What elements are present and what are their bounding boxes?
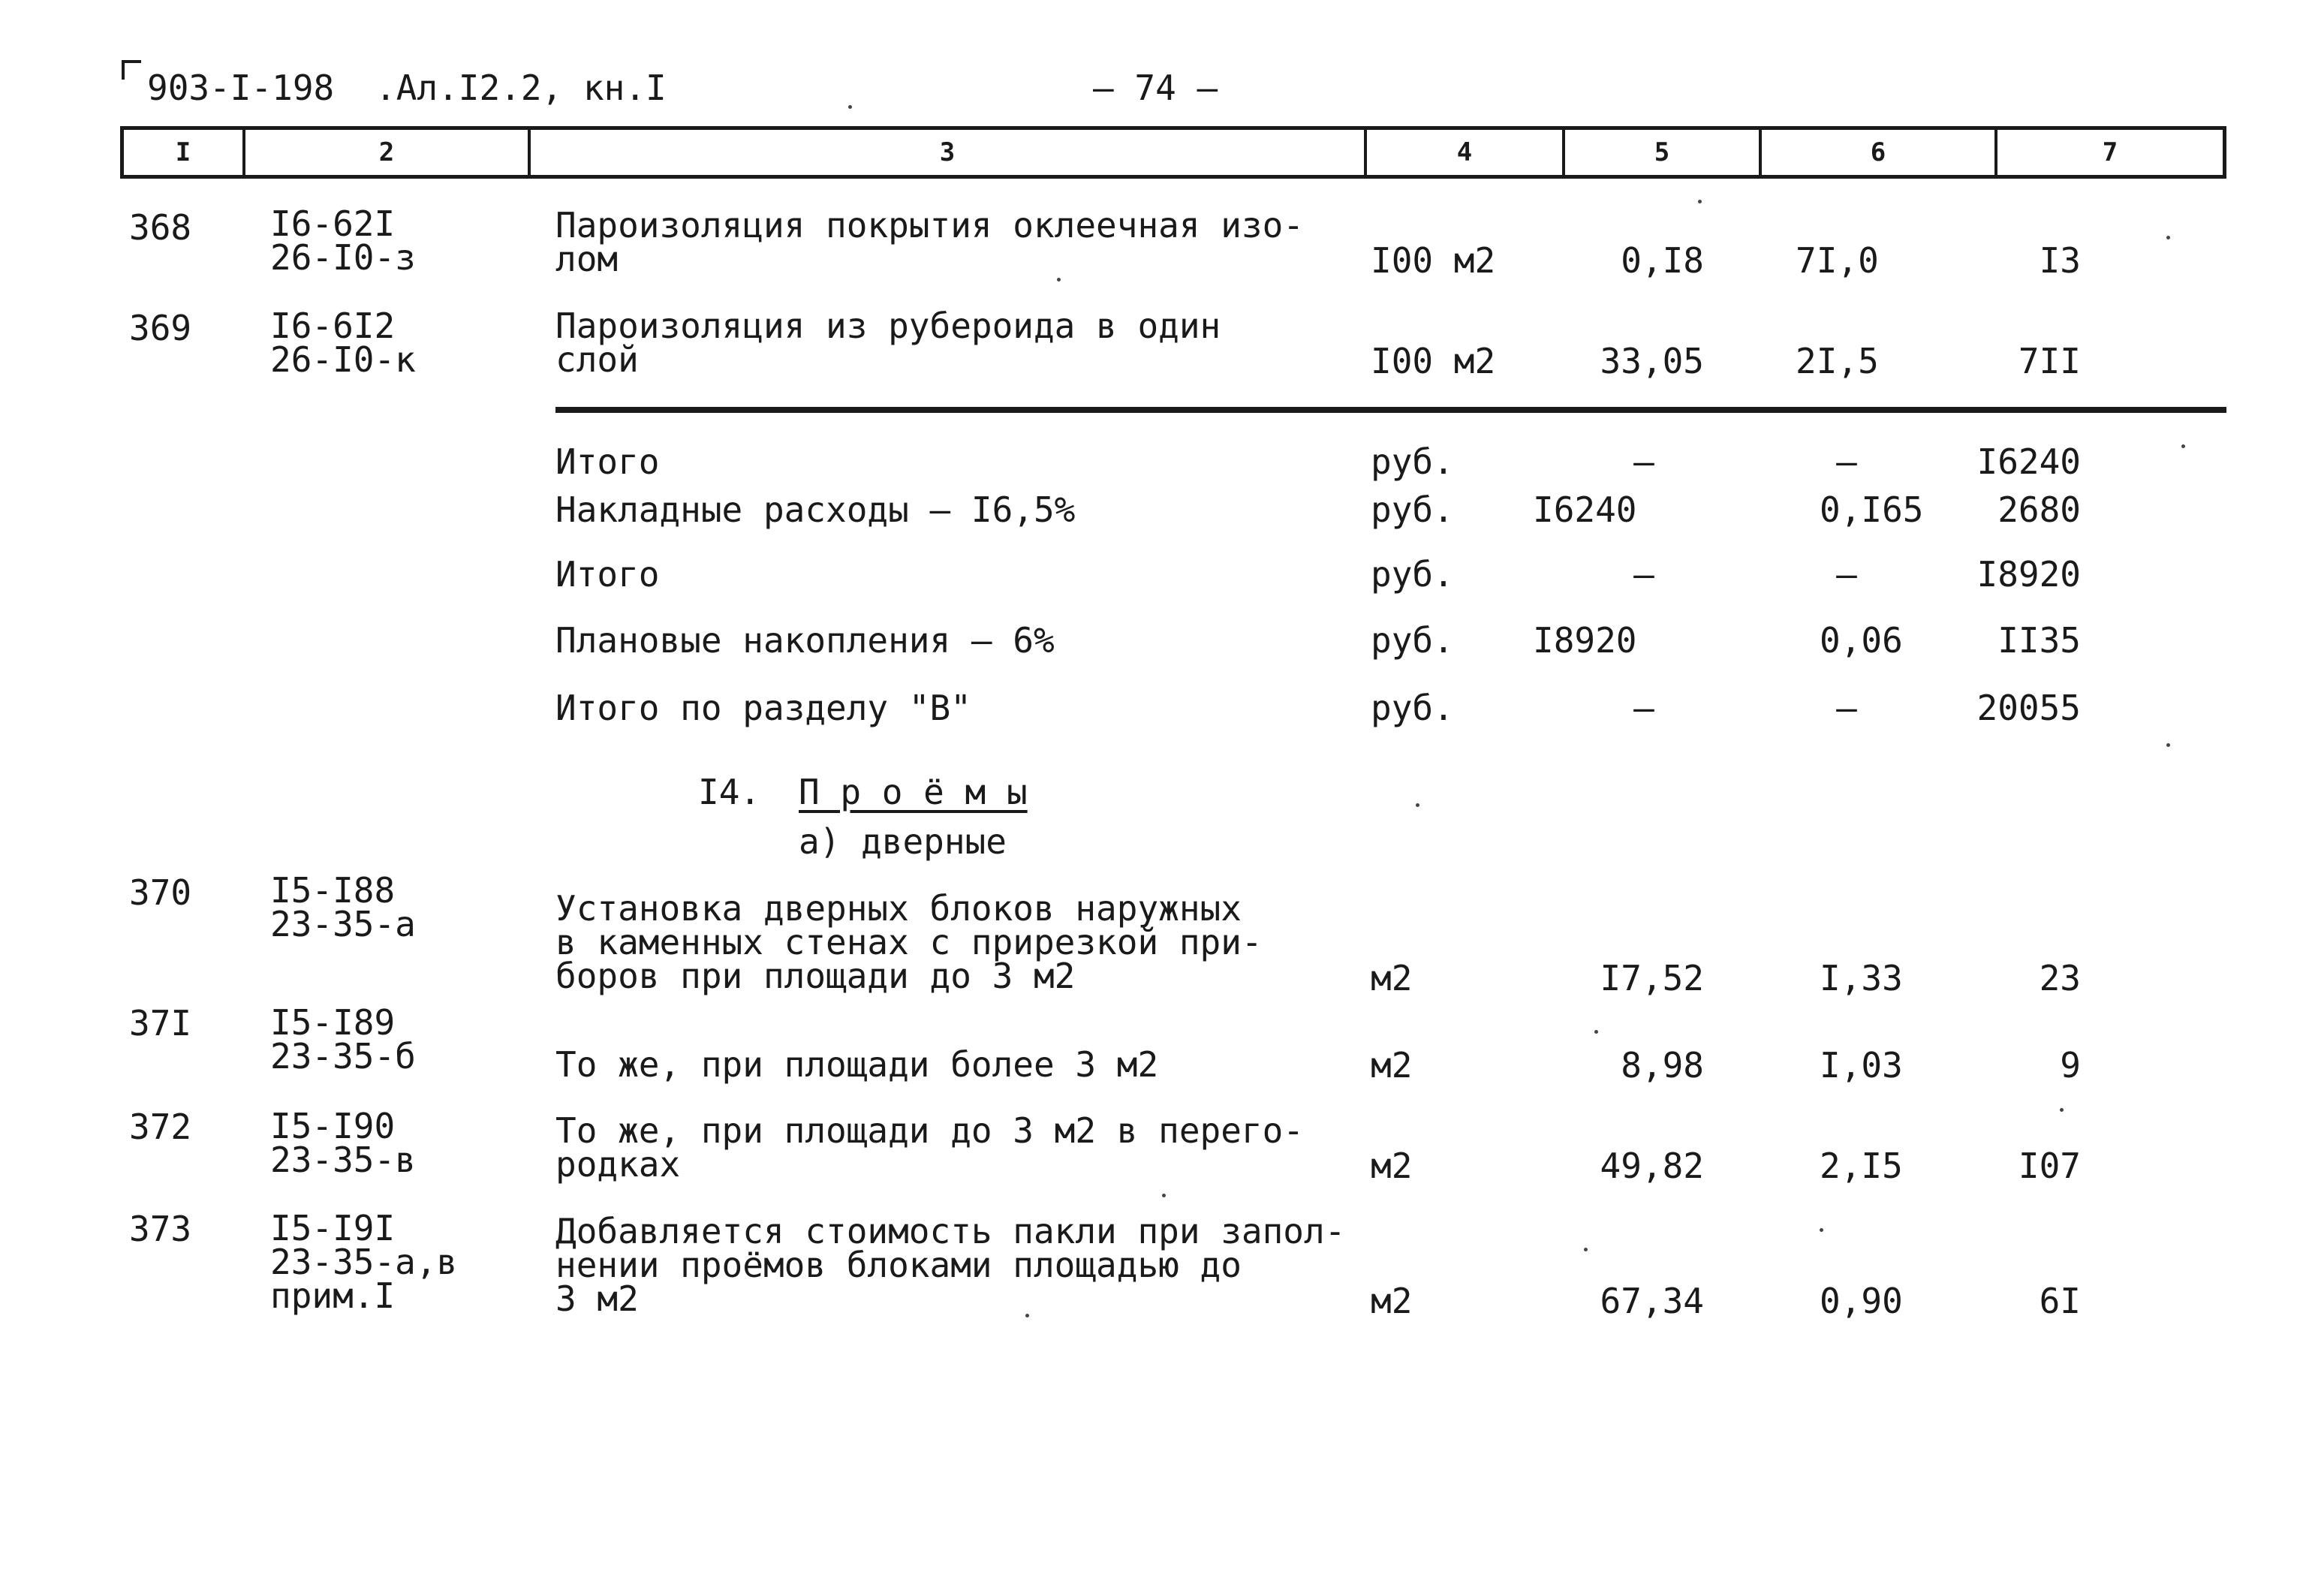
work-description [555,888,1263,996]
column-header-5: 5 [1654,137,1670,167]
work-description [555,1110,1304,1185]
section-number: I4. [698,772,761,812]
document-code: 903-I-198 [147,68,335,108]
norm-code-line: I6-6I2 [270,306,396,346]
total-cost: I07 [2018,1146,2081,1186]
work-description [555,205,1304,279]
norm-code-line: 23-35-а,в [270,1242,458,1282]
norm-code-line: I5-I88 [270,870,396,911]
unit-price: I,03 [1820,1045,1903,1086]
summary-total: I6240 [1976,441,2081,482]
total-cost: I3 [2039,240,2081,281]
norm-code-line: 26-I0-з [270,237,416,278]
unit: м2 [1371,1146,1413,1186]
norm-code [270,1002,416,1077]
section-title: П р о ё м ы [799,772,1028,812]
description-line: То же, при площади более 3 м2 [555,1044,1159,1085]
summary-unit: руб. [1371,554,1454,595]
work-description [555,1211,1346,1319]
column-header-1: I [175,137,191,167]
summary-base: – [1633,554,1654,595]
summary-base: I8920 [1533,620,1637,661]
description-line: нении проёмов блоками площадью до [555,1245,1242,1285]
work-description [555,1044,1159,1085]
unit-price: I,33 [1820,958,1903,998]
norm-code-line: 23-35-б [270,1036,416,1077]
norm-code [270,870,416,944]
summary-separator [555,407,2226,413]
album-reference: .Ал.I2.2, кн.I [375,68,667,108]
summary-total: 2680 [1997,489,2081,530]
unit-price: 2I,5 [1796,341,1879,381]
summary-label: Итого по разделу "В" [555,688,971,728]
quantity: 0,I8 [1621,240,1704,281]
column-header-6: 6 [1870,137,1886,167]
summary-unit: руб. [1371,441,1454,482]
total-cost: 7II [2018,341,2081,381]
unit: I00 м2 [1371,341,1496,381]
scan-speck [1416,803,1419,807]
section-subtitle: а) дверные [799,821,1007,862]
summary-unit: руб. [1371,489,1454,530]
quantity: 67,34 [1600,1281,1704,1321]
description-line: Установка дверных блоков наружных [555,888,1242,929]
scan-speck [2181,444,2185,448]
column-header-2: 2 [378,137,395,167]
unit: м2 [1371,958,1413,998]
unit: м2 [1371,1045,1413,1086]
column-header-row [120,126,2226,179]
row-number: 369 [129,308,192,348]
unit: I00 м2 [1371,240,1496,281]
scan-speck [1594,1030,1598,1034]
scan-speck [1820,1228,1823,1232]
description-line: боров при площади до 3 м2 [555,956,1076,996]
total-cost: 6I [2039,1281,2081,1321]
norm-code-line: прим.I [270,1275,396,1316]
row-number: 37I [129,1003,192,1043]
description-line: слой [555,339,639,380]
unit: м2 [1371,1281,1413,1321]
norm-code [270,1208,458,1316]
summary-unit: руб. [1371,688,1454,728]
summary-base: – [1633,441,1654,482]
summary-label: Итого [555,554,660,595]
norm-code-line: I5-I89 [270,1002,396,1043]
norm-code [270,1106,416,1180]
norm-code-line: 26-I0-к [270,339,416,380]
row-number: 372 [129,1107,192,1147]
summary-rate: – [1836,441,1857,482]
page-number: — 74 — [1093,68,1218,108]
scan-speck [1057,278,1061,282]
description-line: родках [555,1144,681,1185]
summary-base: – [1633,688,1654,728]
total-cost: 23 [2039,958,2081,998]
description-line: 3 м2 [555,1278,639,1319]
scan-speck [2166,236,2170,239]
summary-total: I8920 [1976,554,2081,595]
total-cost: 9 [2060,1045,2081,1086]
norm-code-line: 23-35-в [270,1140,416,1180]
summary-label: Плановые накопления – 6% [555,620,1055,661]
quantity: 8,98 [1621,1045,1704,1086]
corner-mark [122,60,141,80]
description-line: То же, при площади до 3 м2 в перего- [555,1110,1304,1151]
column-header-7: 7 [2102,137,2118,167]
summary-rate: 0,06 [1820,620,1903,661]
norm-code-line: 23-35-а [270,904,416,944]
scan-speck [2166,743,2170,747]
norm-code-line: I5-I9I [270,1208,396,1248]
column-header-4: 4 [1456,137,1473,167]
summary-unit: руб. [1371,620,1454,661]
row-number: 373 [129,1209,192,1249]
work-description [555,306,1221,380]
summary-label: Накладные расходы – I6,5% [555,489,1076,530]
description-line: Пароизоляция покрытия оклеечная изо- [555,205,1304,245]
description-line: Добавляется стоимость пакли при запол- [555,1211,1346,1251]
scan-speck [1584,1248,1588,1251]
summary-rate: 0,I65 [1820,489,1924,530]
description-line: в каменных стенах с прирезкой при- [555,922,1263,962]
summary-total: 20055 [1976,688,2081,728]
scan-speck [2060,1108,2064,1112]
scan-speck [1025,1314,1029,1317]
quantity: I7,52 [1600,958,1704,998]
row-number: 370 [129,872,192,913]
summary-rate: – [1836,688,1857,728]
quantity: 49,82 [1600,1146,1704,1186]
summary-base: I6240 [1533,489,1637,530]
norm-code [270,203,416,278]
scan-speck [1698,200,1702,203]
description-line: Пароизоляция из рубероида в один [555,306,1221,346]
summary-total: II35 [1997,620,2081,661]
unit-price: 7I,0 [1796,240,1879,281]
scan-speck [1162,1194,1166,1197]
row-number: 368 [129,207,192,248]
unit-price: 0,90 [1820,1281,1903,1321]
norm-code-line: I5-I90 [270,1106,396,1146]
norm-code-line: I6-62I [270,203,396,244]
unit-price: 2,I5 [1820,1146,1903,1186]
quantity: 33,05 [1600,341,1704,381]
norm-code [270,306,416,380]
column-header-3: 3 [939,137,956,167]
summary-rate: – [1836,554,1857,595]
scan-speck [848,105,852,109]
summary-label: Итого [555,441,660,482]
description-line: лом [555,239,619,279]
